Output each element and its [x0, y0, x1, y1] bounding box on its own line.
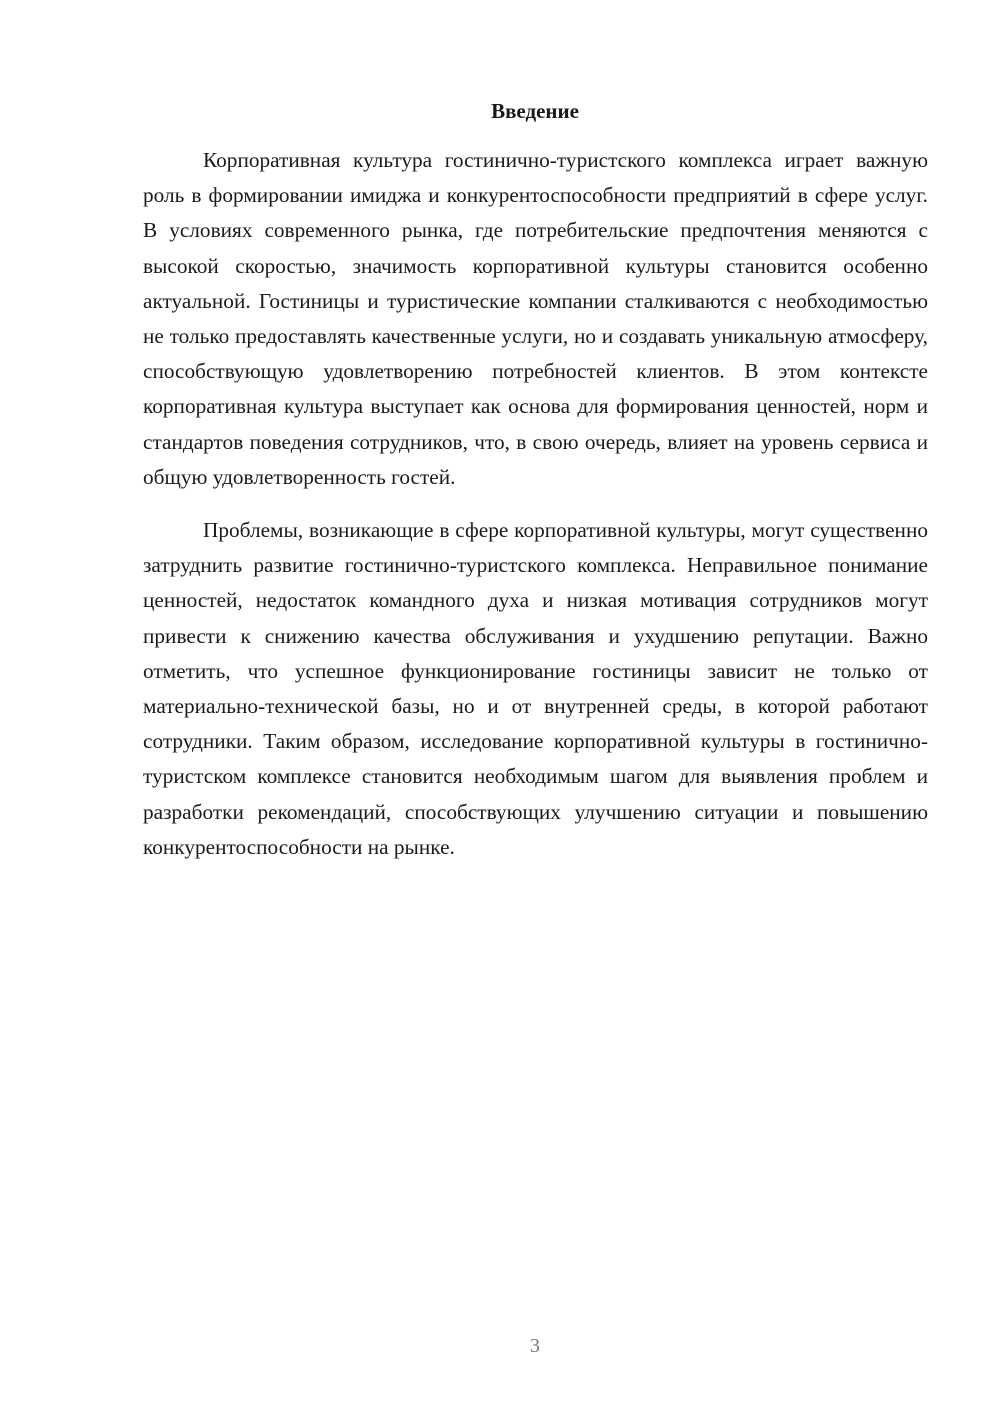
section-heading: Введение	[491, 99, 579, 123]
paragraph-2: Проблемы, возникающие в сфере корпоративной культуры, могут существенно затруднить развитие гостинично-туристского комплекса. Неправильное понимание ценностей, недостаток командного духа и низкая мотивация сотрудников могут привести к снижению качества обслуживания и ухудшению репутации. Важно отметить, что успешное функционирование гостиницы зависит не только от материально-технической базы, но и от внутренней среды, в которой работают сотрудники. Таким образом, исследование корпоративной культуры в гостинично-туристском комплексе становится необходимым шагом для выявления проблем и разработки рекомендаций, способствующих улучшению ситуации и повышению конкурентоспособности на рынке.	[143, 518, 928, 859]
body-text	[143, 143, 928, 865]
page-number: 3	[530, 1335, 540, 1357]
paragraph-1: Корпоративная культура гостинично-туристского комплекса играет важную роль в формировании имиджа и конкурентоспособности предприятий в сфере услуг. В условиях современного рынка, где потребительские предпочтения меняются с высокой скоростью, значимость корпоративной культуры становится особенно актуальной. Гостиницы и туристические компании сталкиваются с необходимостью не только предоставлять качественные услуги, но и создавать уникальную атмосферу, способствующую удовлетворению потребностей клиентов. В этом контексте корпоративная культура выступает как основа для формирования ценностей, норм и стандартов поведения сотрудников, что, в свою очередь, влияет на уровень сервиса и общую удовлетворенность гостей.	[143, 148, 928, 489]
